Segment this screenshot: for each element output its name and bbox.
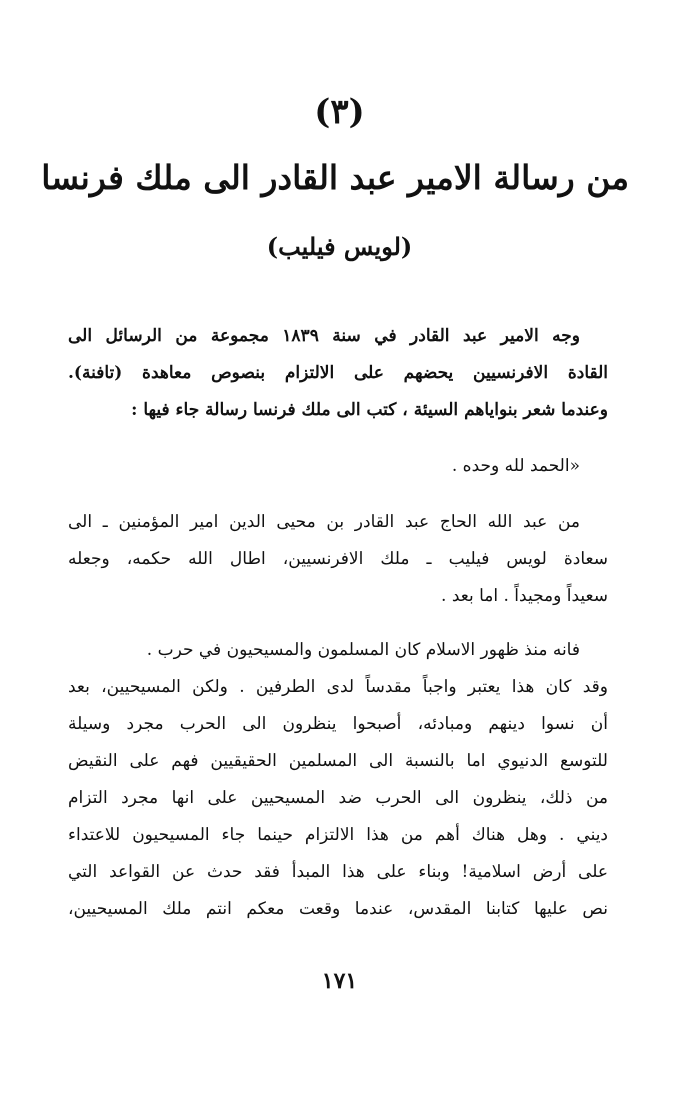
address-line: سعيداً ومجيداً . اما بعد .	[441, 586, 608, 606]
address-paragraph	[68, 504, 608, 615]
salutation-line: «الحمد لله وحده .	[451, 456, 580, 476]
salutation-paragraph	[68, 448, 608, 485]
body-line: للتوسع الدنيوي اما بالنسبة الى المسلمين الحقيقيين فهم على النقيض	[68, 751, 608, 771]
address-line: من عبد الله الحاج عبد القادر بن محيى الدين امير المؤمنين ـ الى	[68, 512, 580, 532]
intro-paragraph	[68, 318, 608, 429]
body-paragraph	[68, 632, 608, 928]
intro-line: القادة الافرنسيين يحضهم على الالتزام بنصوص معاهدة (تافنة).	[68, 363, 608, 383]
intro-line: وجه الامير عبد القادر في سنة ١٨٣٩ مجموعة من الرسائل الى	[68, 326, 580, 346]
body-line: نص عليها كتابنا المقدس، عندما وقعت معكم انتم ملك المسيحيين،	[68, 899, 608, 919]
letter-subtitle: (لويس فيليب)	[266, 232, 413, 261]
body-line: وقد كان هذا يعتبر واجباً مقدساً لدى الطرفين . ولكن المسيحيين، بعد	[68, 677, 608, 697]
body-line: على أرض اسلامية! وبناء على هذا المبدأ فقد حدث عن القواعد التي	[68, 862, 608, 882]
page-number: ١٧١	[321, 968, 358, 994]
chapter-number: (٣)	[314, 92, 365, 132]
address-line: سعادة لويس فيليب ـ ملك الافرنسيين، اطال الله حكمه، وجعله	[68, 549, 608, 569]
body-line: ديني . وهل هناك أهم من هذا الالتزام حينما جاء المسيحيون للاعتداء	[68, 825, 608, 845]
intro-line: وعندما شعر بنواياهم السيئة ، كتب الى ملك فرنسا رسالة جاء فيها :	[131, 400, 608, 420]
letter-title: من رسالة الامير عبد القادر الى ملك فرنسا	[41, 158, 629, 197]
body-line: من ذلك، ينظرون الى الحرب ضد المسيحيين على انها مجرد التزام	[68, 788, 608, 808]
body-line: أن نسوا دينهم ومبادئه، أصبحوا ينظرون الى الحرب مجرد وسيلة	[68, 714, 608, 734]
body-line: فانه منذ ظهور الاسلام كان المسلمون والمسيحيون في حرب .	[146, 640, 580, 660]
